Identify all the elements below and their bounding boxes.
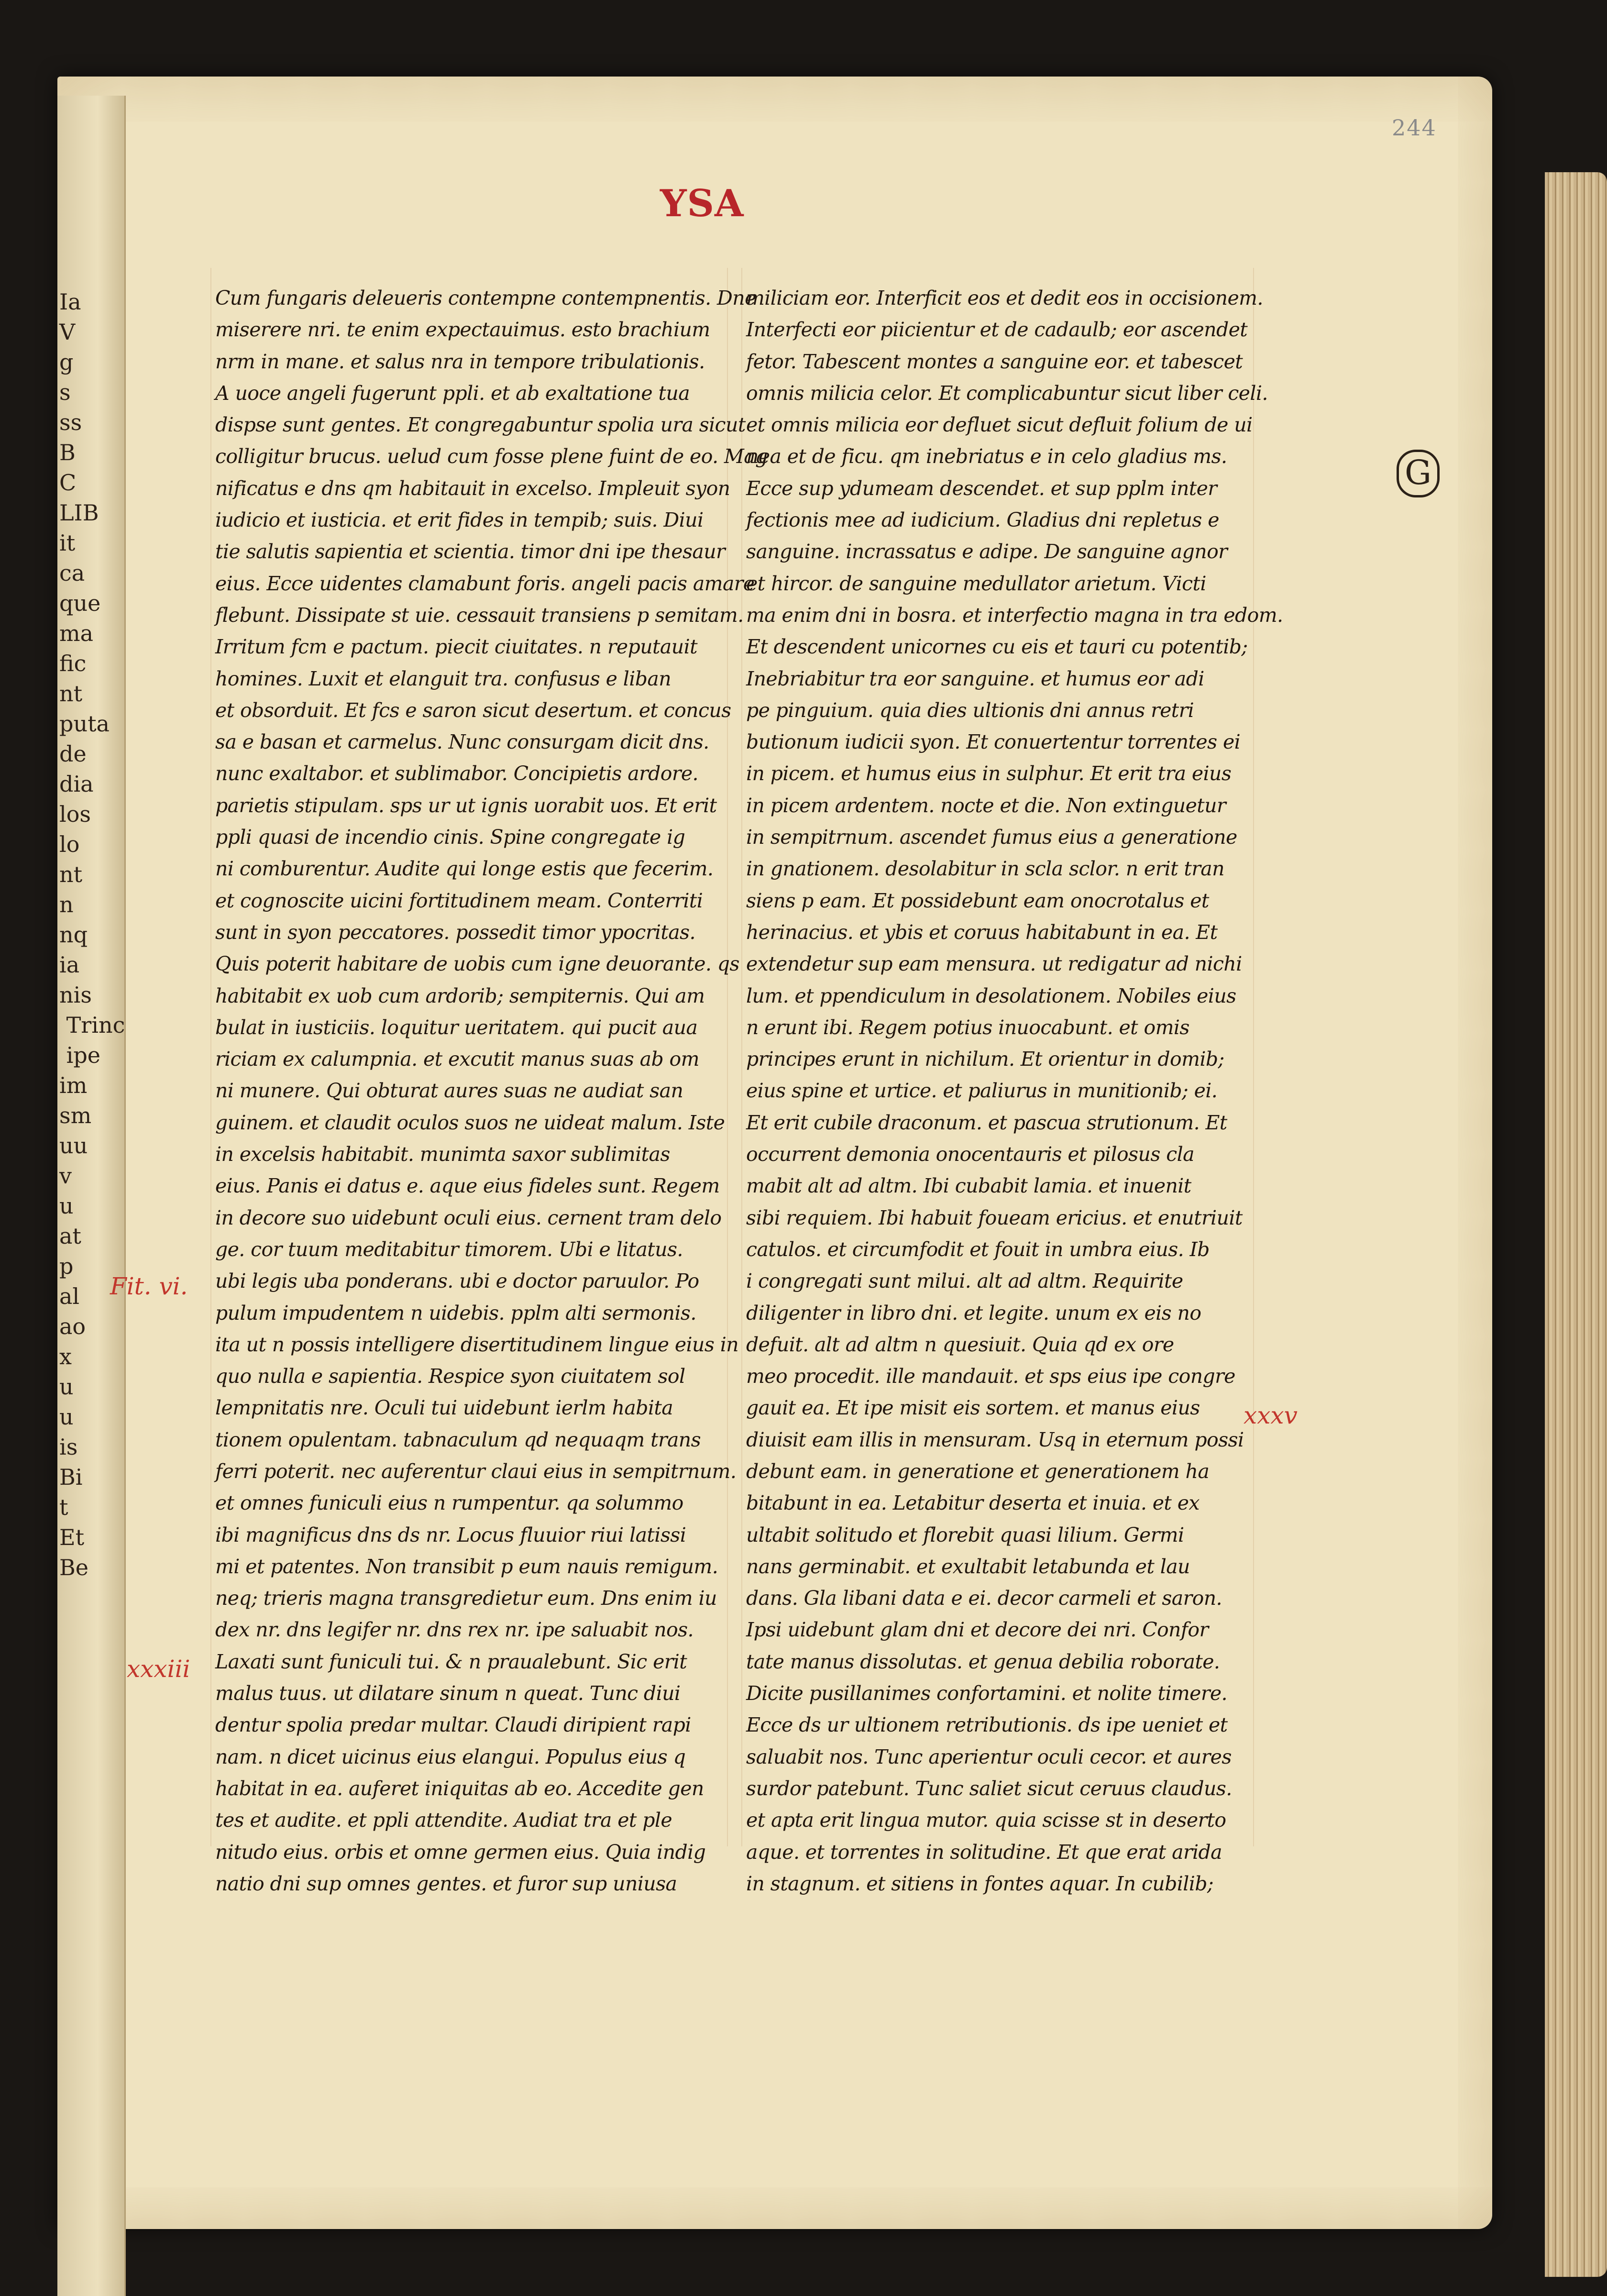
left-column-line: ppli quasi de incendio cinis. Spine congregate ig	[215, 826, 685, 849]
right-column-line: diuisit eam illis in mensuram. Usq in eternum possi	[746, 1428, 1244, 1451]
left-column-line: nrm in mane. et salus nra in tempore tribulationis.	[215, 350, 705, 373]
right-column-line: Inebriabitur tra eor sanguine. et humus eor adi	[746, 667, 1204, 690]
right-column-line: aque. et torrentes in solitudine. Et que erat arida	[746, 1840, 1222, 1864]
left-column-line: ibi magnificus dns ds nr. Locus fluuior riui latissi	[215, 1523, 686, 1546]
right-column-line: Et descendent unicornes cu eis et tauri cu potentib;	[746, 635, 1248, 659]
left-column-line: malus tuus. ut dilatare sinum n queat. Tunc diui	[215, 1682, 681, 1705]
ruling-line-center	[727, 268, 728, 1846]
right-column-line: tate manus dissolutas. et genua debilia roborate.	[746, 1650, 1220, 1673]
left-column-line: et obsorduit. Et fcs e saron sicut desertum. et concus	[215, 698, 731, 722]
right-column-line: i congregati sunt milui. alt ad altm. Requirite	[746, 1269, 1183, 1293]
right-column-line: Ecce ds ur ultionem retributionis. ds ipe ueniet et	[746, 1713, 1228, 1737]
right-column-line: Ecce sup ydumeam descendet. et sup pplm inter	[746, 476, 1217, 500]
left-column-line: natio dni sup omnes gentes. et furor sup uniusa	[215, 1872, 677, 1895]
left-page-text-fragment: Ia V g s ss B C LIB it ca que ma fic nt puta de dia los lo nt n nq ia nis Trinc ipe im sm uu v u at p al ao x u u is Bi t Et Be	[59, 289, 125, 1580]
left-column-line: eius. Ecce uidentes clamabunt foris. angeli pacis amare	[215, 572, 755, 595]
right-column-line: n erunt ibi. Regem potius inuocabunt. et omis	[746, 1016, 1189, 1039]
right-column-line: Ipsi uidebunt glam dni et decore dei nri. Confor	[746, 1618, 1209, 1642]
right-column-line: eius spine et urtice. et paliurus in munitionib; ei.	[746, 1079, 1218, 1103]
left-column-line: ni munere. Qui obturat aures suas ne audiat san	[215, 1079, 683, 1103]
right-column-line: occurrent demonia onocentauris et pilosus cla	[746, 1143, 1194, 1166]
right-column-line: in picem ardentem. nocte et die. Non extinguetur	[746, 794, 1226, 817]
left-column-line: habitat in ea. auferet iniquitas ab eo. Accedite gen	[215, 1777, 704, 1800]
right-column-line: Interfecti eor piicientur et de cadaulb; eor ascendet	[746, 318, 1248, 342]
right-column-line: in picem. et humus eius in sulphur. Et erit tra eius	[746, 762, 1232, 785]
right-column-line: fetor. Tabescent montes a sanguine eor. et tabescet	[746, 350, 1243, 373]
left-column-line: quo nulla e sapientia. Respice syon ciuitatem sol	[215, 1365, 685, 1388]
left-column-line: sunt in syon peccatores. possedit timor ypocritas.	[215, 920, 695, 944]
right-column-line: defuit. alt ad altm n quesiuit. Quia qd ex ore	[746, 1333, 1174, 1356]
right-column-line: et hircor. de sanguine medullator arietum. Victi	[746, 572, 1206, 595]
right-column-line: in stagnum. et sitiens in fontes aquar. In cubilib;	[746, 1872, 1214, 1895]
right-column-line: in gnationem. desolabitur in scla sclor. n erit tran	[746, 857, 1224, 881]
left-column-line: ubi legis uba ponderans. ubi e doctor paruulor. Po	[215, 1269, 699, 1293]
right-column-line: catulos. et circumfodit et fouit in umbra eius. Ib	[746, 1237, 1210, 1261]
left-column-line: neq; trieris magna transgredietur eum. Dns enim iu	[215, 1587, 717, 1610]
right-column-line: diligenter in libro dni. et legite. unum ex eis no	[746, 1301, 1201, 1325]
left-column-line: in decore suo uidebunt oculi eius. cernent tram delo	[215, 1206, 722, 1229]
left-column-line: nunc exaltabor. et sublimabor. Concipietis ardore.	[215, 762, 698, 785]
left-page-edge	[57, 96, 126, 2296]
left-column-line: lempnitatis nre. Oculi tui uidebunt ierlm habita	[215, 1396, 673, 1420]
left-column-line: flebunt. Dissipate st uie. cessauit transiens p semitam.	[215, 603, 744, 627]
right-column-line: nans germinabit. et exultabit letabunda et lau	[746, 1555, 1190, 1578]
right-column-line: in sempitrnum. ascendet fumus eius a generatione	[746, 826, 1237, 849]
right-column-line: bitabunt in ea. Letabitur deserta et inuia. et ex	[746, 1491, 1200, 1515]
left-column-line: ita ut n possis intelligere disertitudinem lingue eius in	[215, 1333, 739, 1356]
folio-number: 244	[1392, 115, 1437, 141]
rubric-number-left: xxxiii	[127, 1655, 190, 1683]
left-text-column	[215, 282, 768, 1899]
left-column-line: A uoce angeli fugerunt ppli. et ab exaltatione tua	[215, 381, 690, 405]
left-column-line: dispse sunt gentes. Et congregabuntur spolia ura sicut	[215, 413, 746, 437]
left-column-line: et omnes funiculi eius n rumpentur. qa solummo	[215, 1491, 683, 1515]
left-column-line: tie salutis sapientia et scientia. timor dni ipe thesaur	[215, 540, 726, 563]
right-column-line: extendetur sup eam mensura. ut redigatur ad nichi	[746, 952, 1242, 976]
left-column-line: Cum fungaris deleueris contempne contempnentis. Dne	[215, 287, 756, 309]
left-column-line: guinem. et claudit oculos suos ne uideat malum. Iste	[215, 1111, 725, 1134]
left-column-line: riciam ex calumpnia. et excutit manus suas ab om	[215, 1048, 699, 1071]
left-column-line: habitabit ex uob cum ardorib; sempiternis. Qui am	[215, 984, 705, 1007]
right-column-line: omnis milicia celor. Et complicabuntur sicut liber celi.	[746, 381, 1268, 405]
left-column-line: colligitur brucus. uelud cum fosse plene fuint de eo. Mag	[215, 445, 768, 468]
right-column-line: saluabit nos. Tunc aperientur oculi cecor. et aures	[746, 1745, 1232, 1768]
right-column-line: fectionis mee ad iudicium. Gladius dni repletus e	[746, 508, 1219, 532]
right-column-line: lum. et ppendiculum in desolationem. Nobiles eius	[746, 984, 1236, 1007]
left-column-line: homines. Luxit et elanguit tra. confusus e liban	[215, 667, 671, 690]
left-column-line: ni comburentur. Audite qui longe estis que fecerim.	[215, 857, 714, 881]
right-column-line: surdor patebunt. Tunc saliet sicut ceruus claudus.	[746, 1777, 1232, 1800]
right-column-line: ma enim dni in bosra. et interfectio magna in tra edom.	[746, 603, 1283, 627]
right-column-line: et apta erit lingua mutor. quia scisse st in deserto	[746, 1809, 1226, 1832]
left-column-line: pulum impudentem n uidebis. pplm alti sermonis.	[215, 1301, 696, 1325]
right-column-line: nea et de ficu. qm inebriatus e in celo gladius ms.	[746, 445, 1227, 468]
running-title-text: YSA	[660, 182, 744, 225]
right-column-line: miliciam eor. Interficit eos et dedit eos in occisionem.	[746, 287, 1263, 309]
left-column-line: iudicio et iusticia. et erit fides in tempib; suis. Diui	[215, 508, 704, 532]
ruling-line-left	[210, 268, 211, 1846]
left-column-line: tes et audite. et ppli attendite. Audiat tra et ple	[215, 1809, 672, 1832]
rubric-number-right: xxxv	[1244, 1402, 1298, 1429]
left-column-line: ferri poterit. nec auferentur claui eius in sempitrnum.	[215, 1459, 737, 1483]
right-column-line: Dicite pusillanimes confortamini. et nolite timere.	[746, 1682, 1227, 1705]
left-column-line: in excelsis habitabit. munimta saxor sublimitas	[215, 1143, 670, 1166]
ruling-line-center-2	[741, 268, 742, 1846]
right-column-line: butionum iudicii syon. Et conuertentur torrentes ei	[746, 730, 1241, 754]
left-column-line: Laxati sunt funiculi tui. & n praualebunt. Sic erit	[215, 1650, 687, 1673]
left-column-line: parietis stipulam. sps ur ut ignis uorabit uos. Et erit	[215, 794, 717, 817]
right-column-line: Et erit cubile draconum. et pascua strutionum. Et	[746, 1111, 1227, 1134]
left-column-line: Quis poterit habitare de uobis cum igne deuorante. qs	[215, 952, 739, 976]
right-column-line: herinacius. et ybis et coruus habitabunt in ea. Et	[746, 920, 1218, 944]
right-column-line: siens p eam. Et possidebunt eam onocrotalus et	[746, 889, 1209, 912]
running-title	[660, 182, 744, 225]
right-column-line: gauit ea. Et ipe misit eis sortem. et manus eius	[746, 1396, 1200, 1420]
left-column-line: nam. n dicet uicinus eius elangui. Populus eius q	[215, 1745, 686, 1768]
right-column-line: pe pinguium. quia dies ultionis dni annus retri	[746, 698, 1194, 722]
left-column-line: tionem opulentam. tabnaculum qd nequaqm trans	[215, 1428, 701, 1451]
right-column-line: mabit alt ad altm. Ibi cubabit lamia. et inuenit	[746, 1174, 1191, 1198]
right-column-line: dans. Gla libani data e ei. decor carmeli et saron.	[746, 1587, 1222, 1610]
right-column-line: sanguine. incrassatus e adipe. De sanguine agnor	[746, 540, 1228, 563]
left-column-line: sa e basan et carmelus. Nunc consurgam dicit dns.	[215, 730, 709, 754]
left-column-line: miserere nri. te enim expectauimus. esto brachium	[215, 318, 710, 342]
left-column-line: dentur spolia predar multar. Claudi diripient rapi	[215, 1713, 691, 1737]
left-column-line: et cognoscite uicini fortitudinem meam. Conterriti	[215, 889, 703, 912]
right-column-line: principes erunt in nichilum. Et orientur in domib;	[746, 1048, 1224, 1071]
left-column-line: dex nr. dns legifer nr. dns rex nr. ipe saluabit nos.	[215, 1618, 693, 1642]
left-column-line: ge. cor tuum meditabitur timorem. Ubi e litatus.	[215, 1237, 683, 1261]
right-column-line: meo procedit. ille mandauit. et sps eius ipe congre	[746, 1365, 1235, 1388]
rubric-chapter-left: Fit. vi.	[110, 1272, 188, 1300]
left-column-line: eius. Panis ei datus e. aque eius fideles sunt. Regem	[215, 1174, 720, 1198]
right-column-line: ultabit solitudo et florebit quasi lilium. Germi	[746, 1523, 1184, 1546]
left-column-line: Irritum fcm e pactum. piecit ciuitates. n reputauit	[215, 635, 697, 659]
margin-letter: G	[1397, 450, 1440, 497]
left-column-line: nificatus e dns qm habitauit in excelso. Impleuit syon	[215, 476, 730, 500]
left-column-line: nitudo eius. orbis et omne germen eius. Quia indig	[215, 1840, 706, 1864]
right-column-line: debunt eam. in generatione et generationem ha	[746, 1459, 1210, 1483]
right-column-line: sibi requiem. Ibi habuit foueam ericius. et enutriuit	[746, 1206, 1243, 1229]
left-column-line: bulat in iusticiis. loquitur ueritatem. qui pucit aua	[215, 1016, 698, 1039]
page-stack-edges	[1545, 172, 1607, 2277]
left-column-line: mi et patentes. Non transibit p eum nauis remigum.	[215, 1555, 718, 1578]
right-column-line: et omnis milicia eor defluet sicut defluit folium de ui	[746, 413, 1253, 437]
